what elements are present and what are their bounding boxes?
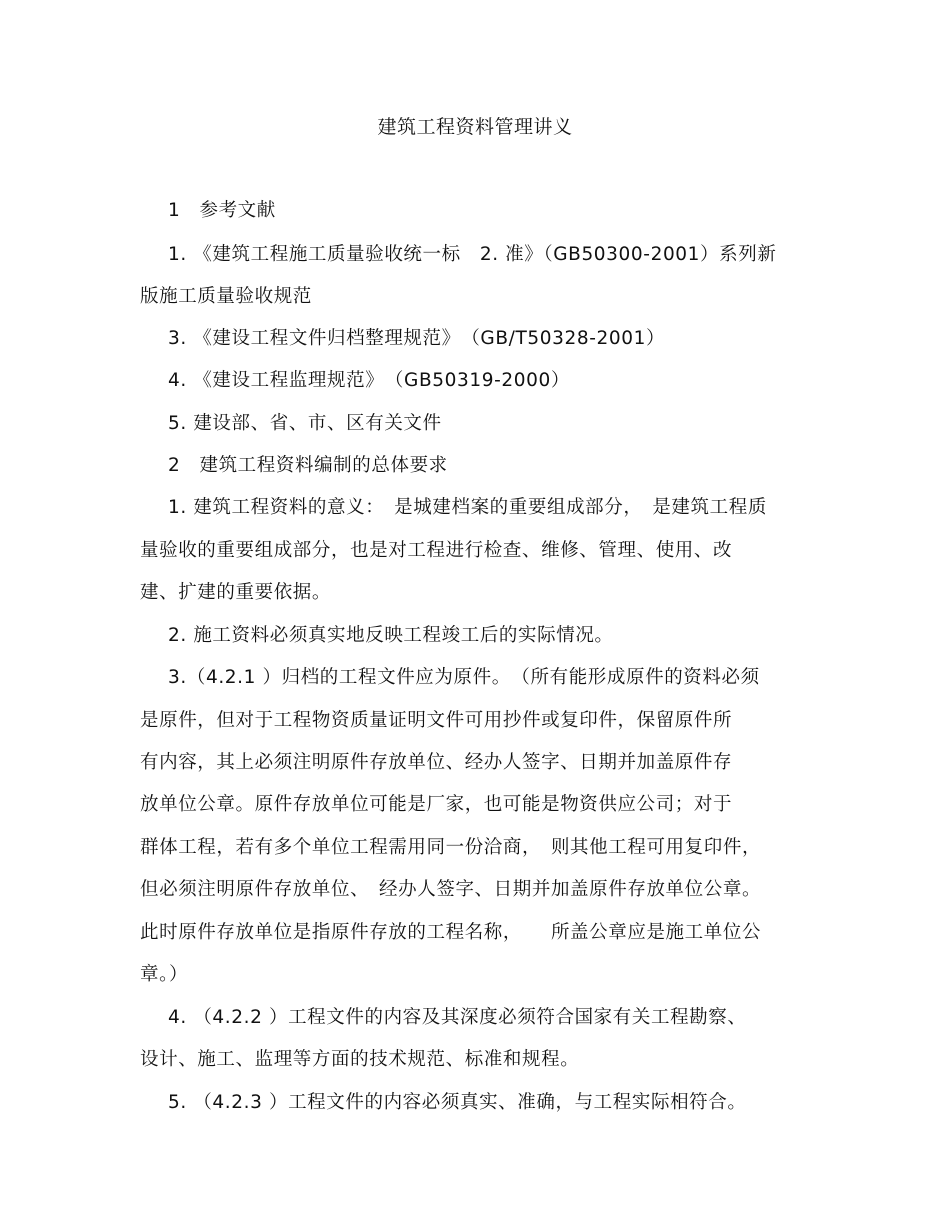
- paragraph-line: 4. （4.2.2 ）工程文件的内容及其深度必须符合国家有关工程勘察、: [168, 1007, 747, 1028]
- reference-line: 5. 建设部、省、市、区有关文件: [168, 413, 442, 434]
- reference-line: 4. 《建设工程监理规范》 （GB50319-2000）: [168, 370, 570, 391]
- paragraph-line: 群体工程，若有多个单位工程需用同一份洽商， 则其他工程可用复印件，: [140, 837, 762, 858]
- paragraph-line: 但必须注明原件存放单位、 经办人签字、日期并加盖原件存放单位公章。: [140, 879, 762, 900]
- document-title: 建筑工程资料管理讲义: [377, 116, 573, 138]
- paragraph-line: 2. 施工资料必须真实地反映工程竣工后的实际情况。: [168, 625, 614, 646]
- paragraph-line: 放单位公章。原件存放单位可能是厂家，也可能是物资供应公司；对于: [140, 794, 733, 815]
- paragraph-line: 此时原件存放单位是指原件存放的工程名称， 所盖公章应是施工单位公: [140, 922, 762, 943]
- paragraph-line: 1. 建筑工程资料的意义： 是城建档案的重要组成部分， 是建筑工程质: [168, 497, 767, 518]
- reference-line: 版施工质量验收规范: [140, 286, 312, 307]
- paragraph-line: 章。）: [140, 964, 189, 985]
- paragraph-line: 有内容，其上必须注明原件存放单位、经办人签字、日期并加盖原件存: [140, 752, 733, 773]
- paragraph-line: 建、扩建的重要依据。: [140, 582, 332, 603]
- section-heading-references: 1 参考文献: [168, 200, 276, 221]
- paragraph-line: 设计、施工、监理等方面的技术规范、标准和规程。: [140, 1049, 580, 1070]
- paragraph-line: 是原件，但对于工程物资质量证明文件可用抄件或复印件，保留原件所: [140, 710, 733, 731]
- reference-line: 1. 《建筑工程施工质量验收统一标 2. 准》（GB50300-2001）系列新: [168, 244, 777, 265]
- paragraph-line: 5. （4.2.3 ）工程文件的内容必须真实、准确，与工程实际相符合。: [168, 1092, 747, 1113]
- reference-line: 3. 《建设工程文件归档整理规范》 （GB/T50328-2001）: [168, 328, 666, 349]
- paragraph-line: 量验收的重要组成部分，也是对工程进行检查、维修、管理、使用、改: [140, 540, 733, 561]
- paragraph-line: 3.（4.2.1 ）归档的工程文件应为原件。 （所有能形成原件的资料必须: [168, 667, 760, 688]
- section-heading-requirements: 2 建筑工程资料编制的总体要求: [168, 455, 448, 476]
